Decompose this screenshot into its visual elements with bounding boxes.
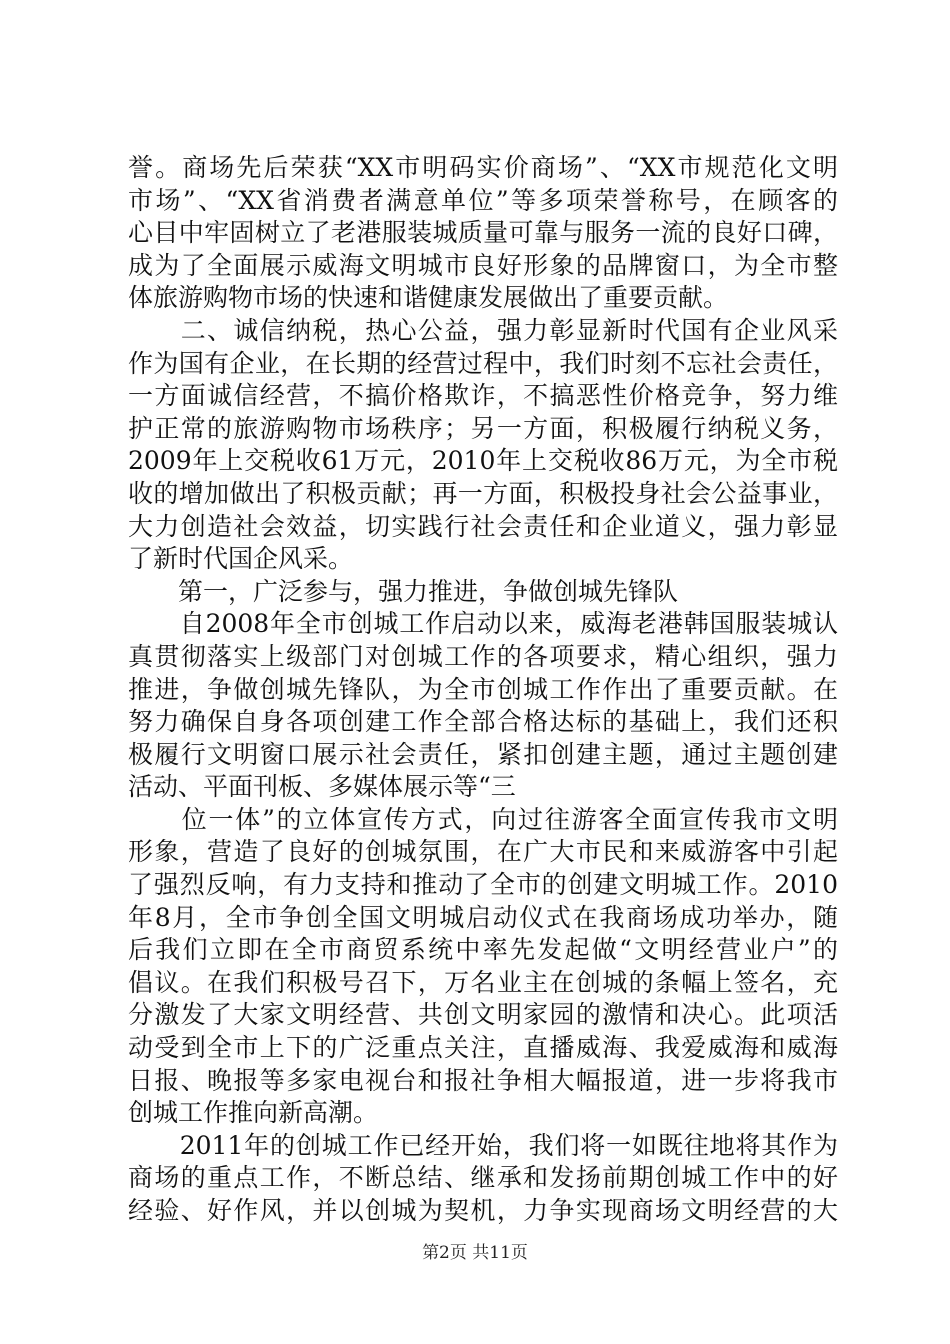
text-line: 一方面诚信经营，不搞价格欺诈，不搞恶性价格竞争，努力维 xyxy=(128,381,838,411)
text-line: 二、诚信纳税，热心公益，强力彰显新时代国有企业风采 xyxy=(128,315,838,345)
text-line: 经验、好作风，并以创城为契机，力争实现商场文明经营的大 xyxy=(128,1196,838,1225)
text-line: 大力创造社会效益，切实践行社会责任和企业道义，强力彰显 xyxy=(128,511,838,541)
text-line: 2011年的创城工作已经开始，我们将一如既往地将其作为 xyxy=(128,1130,838,1160)
text-line: 努力确保自身各项创建工作全部合格达标的基础上，我们还积 xyxy=(128,707,838,737)
text-line: 了强烈反响，有力支持和推动了全市的创建文明城工作。2010 xyxy=(128,870,838,900)
text-line: 成为了全面展示威海文明城市良好形象的品牌窗口，为全市整 xyxy=(128,250,838,280)
text-line: 市场”、“XX省消费者满意单位”等多项荣誉称号，在顾客的 xyxy=(128,185,838,215)
text-line: 分激发了大家文明经营、共创文明家园的激情和决心。此项活 xyxy=(128,1000,838,1030)
text-line: 第一，广泛参与，强力推进，争做创城先锋队 xyxy=(128,576,679,606)
text-line: 位一体”的立体宣传方式，向过往游客全面宣传我市文明 xyxy=(128,804,838,834)
text-line: 作为国有企业，在长期的经营过程中，我们时刻不忘社会责任， xyxy=(128,348,838,378)
text-line: 后我们立即在全市商贸系统中率先发起做“文明经营业户”的 xyxy=(128,935,838,965)
text-line: 心目中牢固树立了老港服装城质量可靠与服务一流的良好口碑， xyxy=(128,218,838,248)
text-line: 体旅游购物市场的快速和谐健康发展做出了重要贡献。 xyxy=(128,283,729,313)
text-line: 动受到全市上下的广泛重点关注，直播威海、我爱威海和威海 xyxy=(128,1033,838,1063)
text-line: 年8月，全市争创全国文明城启动仪式在我商场成功举办，随 xyxy=(128,902,838,932)
text-line: 真贯彻落实上级部门对创城工作的各项要求，精心组织，强力 xyxy=(128,641,838,671)
text-line: 创城工作推向新高潮。 xyxy=(128,1098,379,1128)
text-line: 推进，争做创城先锋队，为全市创城工作作出了重要贡献。在 xyxy=(128,674,838,704)
text-line: 活动、平面刊板、多媒体展示等“三 xyxy=(128,772,516,802)
text-line: 护正常的旅游购物市场秩序；另一方面，积极履行纳税义务， xyxy=(128,413,838,443)
text-line: 倡议。在我们积极号召下，万名业主在创城的条幅上签名，充 xyxy=(128,967,838,997)
text-line: 自2008年全市创城工作启动以来，威海老港韩国服装城认 xyxy=(128,609,838,639)
text-line: 商场的重点工作，不断总结、继承和发扬前期创城工作中的好 xyxy=(128,1163,838,1193)
document-body xyxy=(128,152,838,1228)
text-line: 誉。商场先后荣获“XX市明码实价商场”、“XX市规范化文明 xyxy=(128,153,838,182)
text-line: 形象，营造了良好的创城氛围，在广大市民和来威游客中引起 xyxy=(128,837,838,867)
text-line: 日报、晚报等多家电视台和报社争相大幅报道，进一步将我市 xyxy=(128,1065,838,1095)
text-line: 2009年上交税收61万元，2010年上交税收86万元，为全市税 xyxy=(128,446,838,476)
text-line: 极履行文明窗口展示社会责任，紧扣创建主题，通过主题创建 xyxy=(128,739,838,769)
text-line: 了新时代国企风采。 xyxy=(128,544,354,574)
page-footer: 第2页 共11页 xyxy=(422,1243,528,1263)
text-line: 收的增加做出了积极贡献；再一方面，积极投身社会公益事业， xyxy=(128,478,838,508)
